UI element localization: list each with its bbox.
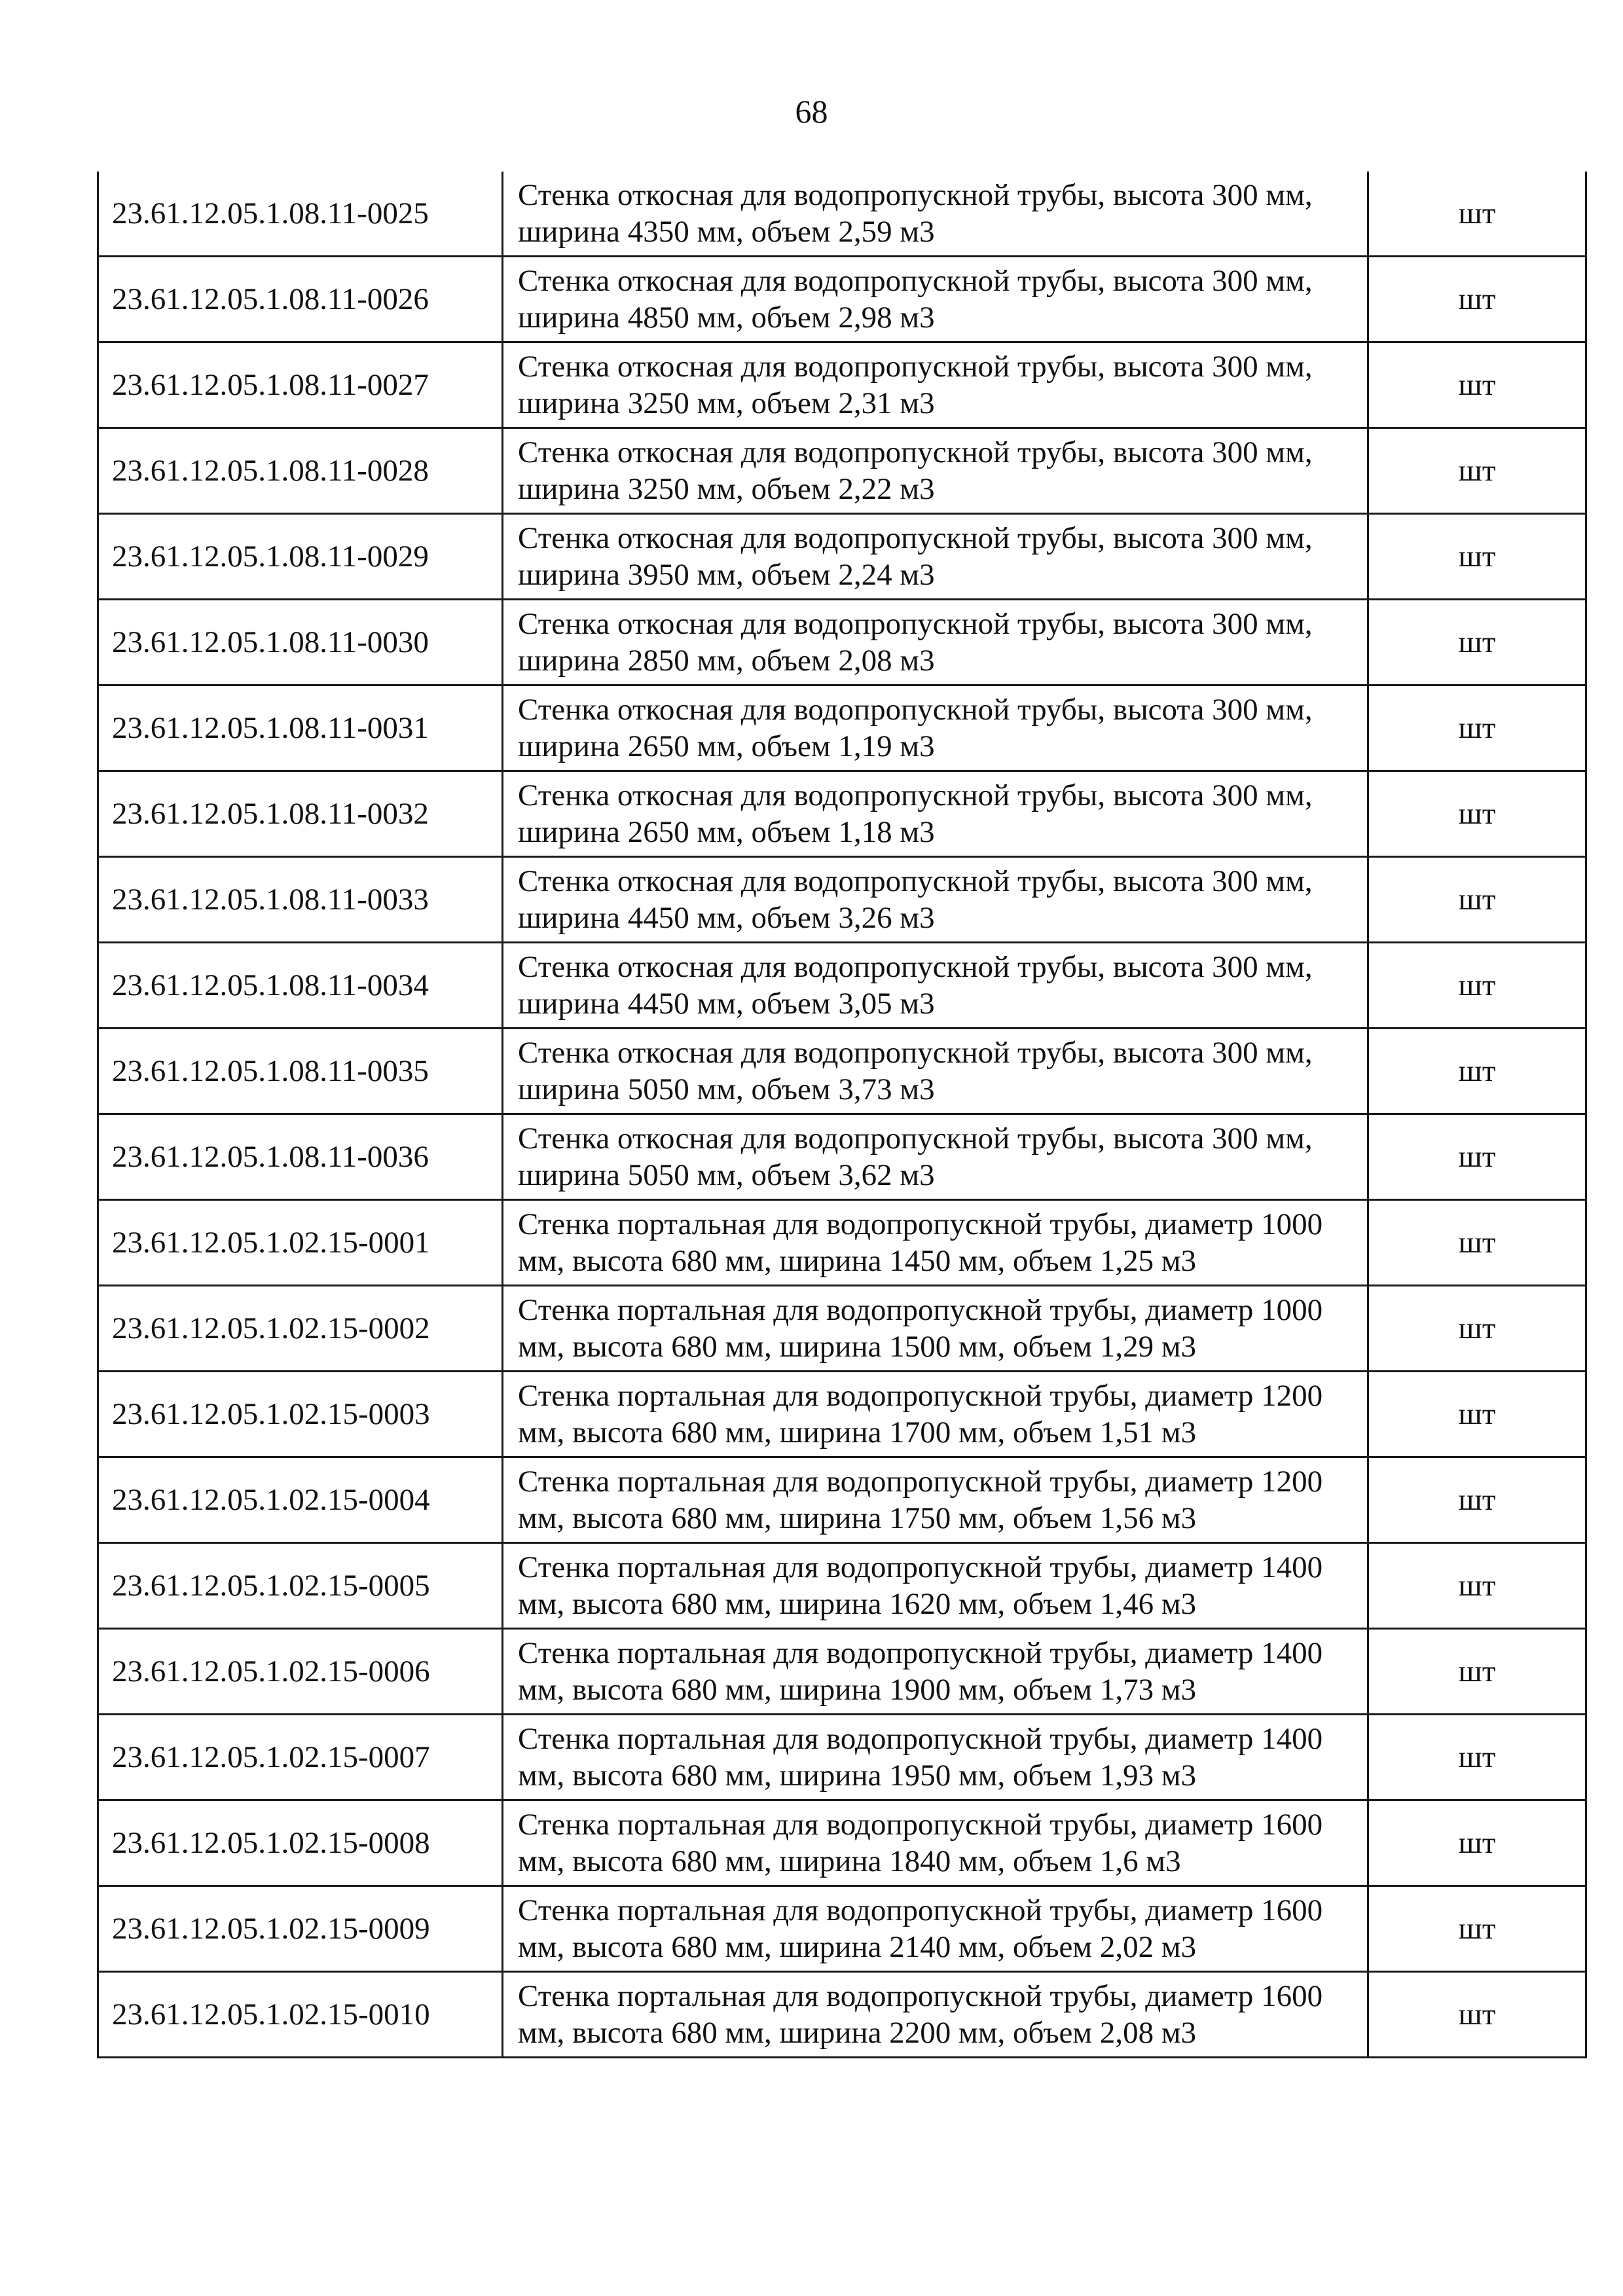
row-description: Стенка портальная для водопропускной трубы, диаметр 1000 мм, высота 680 мм, ширина 1450 мм, объем 1,25 м3 bbox=[503, 1200, 1368, 1286]
table-row bbox=[98, 1029, 1586, 1114]
row-code: 23.61.12.05.1.08.11-0027 bbox=[98, 342, 503, 428]
table-row bbox=[98, 172, 1586, 257]
row-code: 23.61.12.05.1.08.11-0032 bbox=[98, 771, 503, 857]
row-code: 23.61.12.05.1.08.11-0029 bbox=[98, 514, 503, 600]
row-description: Стенка откосная для водопропускной трубы, высота 300 мм, ширина 4350 мм, объем 2,59 м3 bbox=[503, 172, 1368, 257]
row-description: Стенка портальная для водопропускной трубы, диаметр 1600 мм, высота 680 мм, ширина 1840 мм, объем 1,6 м3 bbox=[503, 1800, 1368, 1886]
row-unit: шт bbox=[1368, 685, 1586, 771]
row-description: Стенка откосная для водопропускной трубы, высота 300 мм, ширина 3250 мм, объем 2,31 м3 bbox=[503, 342, 1368, 428]
row-code: 23.61.12.05.1.08.11-0036 bbox=[98, 1114, 503, 1200]
row-unit: шт bbox=[1368, 1629, 1586, 1715]
row-code: 23.61.12.05.1.02.15-0005 bbox=[98, 1543, 503, 1629]
table-row bbox=[98, 1372, 1586, 1457]
table-row bbox=[98, 257, 1586, 342]
row-code: 23.61.12.05.1.02.15-0003 bbox=[98, 1372, 503, 1457]
row-unit: шт bbox=[1368, 1972, 1586, 2058]
row-description: Стенка портальная для водопропускной трубы, диаметр 1200 мм, высота 680 мм, ширина 1700 мм, объем 1,51 м3 bbox=[503, 1372, 1368, 1457]
table-row bbox=[98, 685, 1586, 771]
table-row bbox=[98, 943, 1586, 1029]
row-description: Стенка портальная для водопропускной трубы, диаметр 1600 мм, высота 680 мм, ширина 2140 мм, объем 2,02 м3 bbox=[503, 1886, 1368, 1972]
row-description: Стенка откосная для водопропускной трубы, высота 300 мм, ширина 5050 мм, объем 3,62 м3 bbox=[503, 1114, 1368, 1200]
table-row bbox=[98, 428, 1586, 514]
row-code: 23.61.12.05.1.08.11-0028 bbox=[98, 428, 503, 514]
row-code: 23.61.12.05.1.08.11-0034 bbox=[98, 943, 503, 1029]
row-unit: шт bbox=[1368, 1800, 1586, 1886]
row-unit: шт bbox=[1368, 943, 1586, 1029]
table-row bbox=[98, 1286, 1586, 1372]
row-unit: шт bbox=[1368, 1543, 1586, 1629]
table-row bbox=[98, 1715, 1586, 1800]
row-unit: шт bbox=[1368, 600, 1586, 685]
row-description: Стенка откосная для водопропускной трубы, высота 300 мм, ширина 3250 мм, объем 2,22 м3 bbox=[503, 428, 1368, 514]
row-code: 23.61.12.05.1.02.15-0010 bbox=[98, 1972, 503, 2058]
row-code: 23.61.12.05.1.08.11-0025 bbox=[98, 172, 503, 257]
row-description: Стенка откосная для водопропускной трубы, высота 300 мм, ширина 3950 мм, объем 2,24 м3 bbox=[503, 514, 1368, 600]
row-description: Стенка портальная для водопропускной трубы, диаметр 1200 мм, высота 680 мм, ширина 1750 мм, объем 1,56 м3 bbox=[503, 1457, 1368, 1543]
row-description: Стенка откосная для водопропускной трубы, высота 300 мм, ширина 2850 мм, объем 2,08 м3 bbox=[503, 600, 1368, 685]
row-unit: шт bbox=[1368, 514, 1586, 600]
table-row bbox=[98, 342, 1586, 428]
table-row bbox=[98, 1543, 1586, 1629]
row-code: 23.61.12.05.1.08.11-0035 bbox=[98, 1029, 503, 1114]
table-row bbox=[98, 600, 1586, 685]
page-number: 68 bbox=[795, 93, 828, 130]
row-unit: шт bbox=[1368, 857, 1586, 943]
table-row bbox=[98, 1200, 1586, 1286]
table-row bbox=[98, 514, 1586, 600]
row-code: 23.61.12.05.1.02.15-0007 bbox=[98, 1715, 503, 1800]
price-table bbox=[97, 172, 1587, 2058]
table-row bbox=[98, 1114, 1586, 1200]
table-row bbox=[98, 771, 1586, 857]
row-code: 23.61.12.05.1.02.15-0001 bbox=[98, 1200, 503, 1286]
table-row bbox=[98, 1886, 1586, 1972]
row-description: Стенка откосная для водопропускной трубы, высота 300 мм, ширина 4850 мм, объем 2,98 м3 bbox=[503, 257, 1368, 342]
row-description: Стенка откосная для водопропускной трубы, высота 300 мм, ширина 5050 мм, объем 3,73 м3 bbox=[503, 1029, 1368, 1114]
row-unit: шт bbox=[1368, 1200, 1586, 1286]
row-unit: шт bbox=[1368, 1715, 1586, 1800]
row-code: 23.61.12.05.1.08.11-0031 bbox=[98, 685, 503, 771]
row-description: Стенка портальная для водопропускной трубы, диаметр 1000 мм, высота 680 мм, ширина 1500 мм, объем 1,29 м3 bbox=[503, 1286, 1368, 1372]
row-unit: шт bbox=[1368, 257, 1586, 342]
row-unit: шт bbox=[1368, 1886, 1586, 1972]
row-unit: шт bbox=[1368, 428, 1586, 514]
row-unit: шт bbox=[1368, 172, 1586, 257]
row-unit: шт bbox=[1368, 1029, 1586, 1114]
row-description: Стенка откосная для водопропускной трубы, высота 300 мм, ширина 2650 мм, объем 1,19 м3 bbox=[503, 685, 1368, 771]
table-row bbox=[98, 1972, 1586, 2058]
row-description: Стенка портальная для водопропускной трубы, диаметр 1600 мм, высота 680 мм, ширина 2200 мм, объем 2,08 м3 bbox=[503, 1972, 1368, 2058]
row-unit: шт bbox=[1368, 342, 1586, 428]
row-description: Стенка портальная для водопропускной трубы, диаметр 1400 мм, высота 680 мм, ширина 1950 мм, объем 1,93 м3 bbox=[503, 1715, 1368, 1800]
row-unit: шт bbox=[1368, 1372, 1586, 1457]
row-unit: шт bbox=[1368, 1286, 1586, 1372]
row-description: Стенка портальная для водопропускной трубы, диаметр 1400 мм, высота 680 мм, ширина 1900 мм, объем 1,73 м3 bbox=[503, 1629, 1368, 1715]
row-code: 23.61.12.05.1.02.15-0002 bbox=[98, 1286, 503, 1372]
table-row bbox=[98, 857, 1586, 943]
row-code: 23.61.12.05.1.08.11-0033 bbox=[98, 857, 503, 943]
row-code: 23.61.12.05.1.02.15-0009 bbox=[98, 1886, 503, 1972]
row-description: Стенка откосная для водопропускной трубы, высота 300 мм, ширина 4450 мм, объем 3,05 м3 bbox=[503, 943, 1368, 1029]
table-row bbox=[98, 1457, 1586, 1543]
row-code: 23.61.12.05.1.02.15-0004 bbox=[98, 1457, 503, 1543]
row-code: 23.61.12.05.1.08.11-0026 bbox=[98, 257, 503, 342]
row-unit: шт bbox=[1368, 1457, 1586, 1543]
row-code: 23.61.12.05.1.02.15-0006 bbox=[98, 1629, 503, 1715]
table-row bbox=[98, 1629, 1586, 1715]
row-description: Стенка откосная для водопропускной трубы, высота 300 мм, ширина 4450 мм, объем 3,26 м3 bbox=[503, 857, 1368, 943]
row-unit: шт bbox=[1368, 1114, 1586, 1200]
row-unit: шт bbox=[1368, 771, 1586, 857]
row-code: 23.61.12.05.1.08.11-0030 bbox=[98, 600, 503, 685]
row-description: Стенка портальная для водопропускной трубы, диаметр 1400 мм, высота 680 мм, ширина 1620 мм, объем 1,46 м3 bbox=[503, 1543, 1368, 1629]
table-row bbox=[98, 1800, 1586, 1886]
row-code: 23.61.12.05.1.02.15-0008 bbox=[98, 1800, 503, 1886]
row-description: Стенка откосная для водопропускной трубы, высота 300 мм, ширина 2650 мм, объем 1,18 м3 bbox=[503, 771, 1368, 857]
